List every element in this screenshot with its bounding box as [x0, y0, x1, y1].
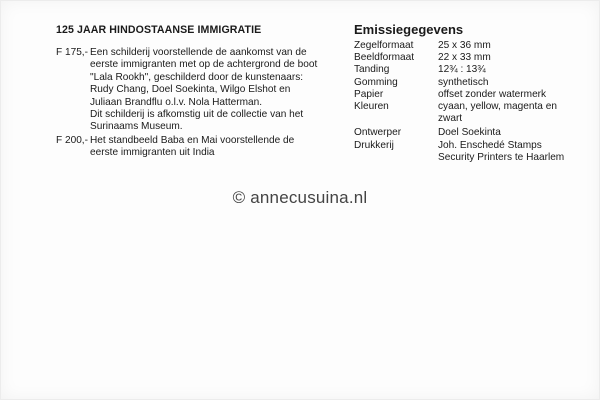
spec-label: Papier [354, 88, 384, 100]
spec-label: Tanding [354, 64, 390, 76]
spec-label: Gomming [354, 76, 398, 88]
description-line: Rudy Chang, Doel Soekinta, Wilgo Elshot en [90, 84, 291, 96]
stamp-entries [56, 47, 356, 160]
description-line: eerste immigranten uit India [90, 147, 215, 159]
spec-value-line: 25 x 36 mm [438, 40, 491, 51]
page-heading: 125 JAAR HINDOSTAANSE IMMIGRATIE [56, 24, 262, 36]
spec-row [354, 77, 594, 89]
spec-value-line: Doel Soekinta [438, 127, 501, 139]
spec-row [354, 64, 594, 76]
spec-row [354, 52, 594, 64]
emission-data-title: Emissiegegevens [354, 22, 464, 37]
stamp-entry [56, 47, 356, 134]
spec-label: Zegelformaat [354, 40, 414, 51]
description-line: Juliaan Brandflu o.l.v. Nola Hatterman. [90, 96, 263, 108]
spec-value-line: Security Printers te Haarlem [438, 151, 565, 163]
description-line: Een schilderij voorstellende de aankomst van de [90, 47, 307, 58]
spec-value [438, 52, 594, 64]
spec-value [438, 101, 594, 125]
spec-row [354, 40, 594, 52]
spec-label: Kleuren [354, 101, 389, 113]
stamp-value: F 175,- [56, 47, 88, 58]
description-column [56, 24, 356, 161]
spec-label: Drukkerij [354, 139, 394, 151]
spec-value-line: zwart [438, 113, 463, 125]
spec-value-line: 22 x 33 mm [438, 52, 491, 64]
spec-value-line: 12¾ : 13¾ [438, 64, 486, 76]
spec-row [354, 89, 594, 101]
spec-value-line: cyaan, yellow, magenta en [438, 101, 557, 113]
stamp-value: F 200,- [56, 134, 88, 146]
spec-value [438, 140, 594, 164]
spec-row [354, 101, 594, 125]
description-line: Dit schilderij is afkomstig uit de collectie van het [90, 109, 304, 121]
spec-value [438, 127, 594, 139]
spec-value [438, 64, 594, 76]
copyright-watermark: © annecusuina.nl [232, 188, 368, 207]
spec-value-line: Joh. Enschedé Stamps [438, 139, 542, 151]
spec-label: Ontwerper [354, 127, 402, 139]
spec-row [354, 140, 594, 164]
spec-value-line: offset zonder watermerk [438, 88, 547, 100]
spec-value [438, 40, 594, 52]
description-line: Het standbeeld Baba en Mai voorstellende de [90, 134, 295, 146]
spec-row [354, 127, 594, 139]
spec-value [438, 89, 594, 101]
emission-data-table [354, 40, 594, 164]
description-line: "Lala Rookh", geschilderd door de kunstenaars: [90, 71, 304, 83]
spec-value [438, 77, 594, 89]
spec-value-line: synthetisch [438, 76, 489, 88]
stamp-entry [56, 135, 356, 160]
emission-data-column [354, 22, 594, 164]
description-line: eerste immigranten met op de achtergrond de boot [90, 59, 318, 71]
description-line: Surinaams Museum. [90, 121, 183, 133]
spec-label: Beeldformaat [354, 52, 415, 64]
